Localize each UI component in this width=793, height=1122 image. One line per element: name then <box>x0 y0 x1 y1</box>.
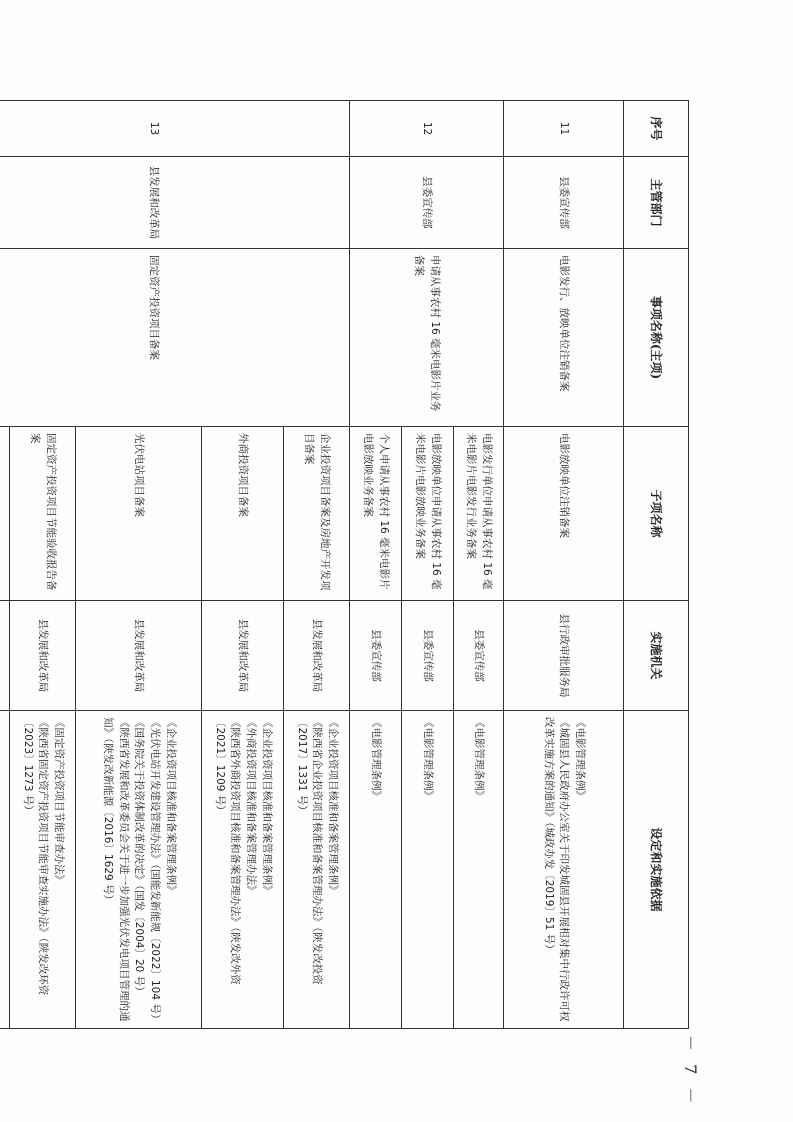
subitem-cell: 电影放映单位申请从事农村 16 毫米电影片电影放映业务备案 <box>402 427 454 601</box>
seq-cell: 11 <box>504 101 624 157</box>
header-item: 事项名称(主项) <box>624 249 689 427</box>
subitem-cell: 个人申请从事农村 16 毫米电影片电影放映业务备案 <box>350 427 402 601</box>
basis-cell <box>504 711 624 1029</box>
basis-cell <box>0 711 10 1029</box>
subitem-cell <box>0 427 10 601</box>
seq-cell: 12 <box>350 101 504 157</box>
header-agency: 实施机关 <box>624 601 689 711</box>
filing-items-table <box>0 100 689 1029</box>
agency-cell: 县发展和改革局 <box>202 601 284 711</box>
dept-cell: 县委宣传部 <box>350 157 504 249</box>
subitem-cell: 外商投资项目备案 <box>202 427 284 601</box>
basis-line: 《企业投资项目核准和备案管理条例》 <box>327 717 340 896</box>
basis-line: 《陕西省发展和改革委员会关于进一步加强光伏发电项目管理的通知》（陕发改新能源〔2016〕1629 号） <box>101 717 130 1022</box>
basis-cell <box>76 711 202 1029</box>
header-seq: 序号 <box>624 101 689 157</box>
basis-line: 《企业投资项目核准和备案管理条例》 <box>261 717 273 896</box>
subitem-cell: 企业投资项目备案及房地产开发项目备案 <box>284 427 350 601</box>
basis-line: 《陕西省外商投资项目核准和备案管理办法》（陕发改外资〔2021〕1209 号） <box>213 717 242 985</box>
basis-cell <box>350 711 402 1029</box>
table-row <box>504 101 624 1029</box>
header-dept: 主管部门 <box>624 157 689 249</box>
subitem-cell: 电影发行单位申请从事农村 16 毫米电影片电影发行业务备案 <box>454 427 504 601</box>
header-subitem: 子项名称 <box>624 427 689 601</box>
agency-cell: 县委宣传部 <box>454 601 504 711</box>
basis-line: 《陕西省企业投资项目核准和备案管理办法》（陕发改投资〔2017〕1331 号） <box>295 717 324 985</box>
basis-line: 《外商投资项目核准和备案管理办法》 <box>245 717 258 896</box>
agency-cell: 县发展和改革局 <box>76 601 202 711</box>
seq-cell: 13 <box>0 101 350 157</box>
basis-line: 《电影管理条例》 <box>422 717 435 801</box>
basis-cell <box>454 711 504 1029</box>
agency-cell: 县发展和改革局 <box>284 601 350 711</box>
basis-cell <box>10 711 76 1029</box>
subitem-cell: 电影放映单位注销备案 <box>504 427 624 601</box>
table-row <box>284 101 350 1029</box>
basis-line: 《光伏电站开发建设管理办法》（国能发新能规〔2022〕104 号） <box>149 717 162 1025</box>
basis-cell <box>284 711 350 1029</box>
basis-cell <box>402 711 454 1029</box>
item-cell: 固定资产投资项目备案 <box>0 249 350 427</box>
basis-cell <box>202 711 284 1029</box>
basis-line: 《国务院关于投资体制改革的决定》（国发〔2004〕20 号） <box>133 717 146 997</box>
subitem-cell: 光伏电站项目备案 <box>76 427 202 601</box>
agency-cell <box>0 601 10 711</box>
dept-cell: 县委宣传部 <box>504 157 624 249</box>
item-cell: 申请从事农村 16 毫米电影片业务备案 <box>350 249 504 427</box>
agency-cell: 县委宣传部 <box>402 601 454 711</box>
table-body <box>0 101 624 1029</box>
basis-line: 《固定资产投资项目节能审查办法》 <box>53 717 66 885</box>
subitem-cell: 固定资产投资项目节能验收报告备案 <box>10 427 76 601</box>
basis-line: 《企业投资项目核准和备案管理条例》 <box>164 717 177 896</box>
dept-cell: 县发展和改革局 <box>0 157 350 249</box>
basis-line: 《电影管理条例》 <box>473 717 486 801</box>
basis-line: 《电影管理条例》 <box>370 717 383 801</box>
agency-cell: 县委宣传部 <box>350 601 402 711</box>
page-number: － 7 － <box>681 1035 700 1108</box>
header-basis: 设定和实施依据 <box>624 711 689 1029</box>
item-cell: 电影发行、放映单位注销备案 <box>504 249 624 427</box>
agency-cell: 县发展和改革局 <box>10 601 76 711</box>
agency-cell: 县行政审批服务局 <box>504 601 624 711</box>
basis-line: 《陕西省固定资产投资项目节能审查实施办法》（陕发改环资〔2023〕1273 号） <box>21 717 50 996</box>
basis-line: 《电影管理条例》 <box>574 717 587 801</box>
table-header-row <box>624 101 689 1029</box>
table-row <box>454 101 504 1029</box>
basis-line: 《城固县人民政府办公室关于印发城固县开展相对集中行政许可权改革实施方案的通知》（城政办发〔2019〕51 号） <box>542 717 571 1022</box>
